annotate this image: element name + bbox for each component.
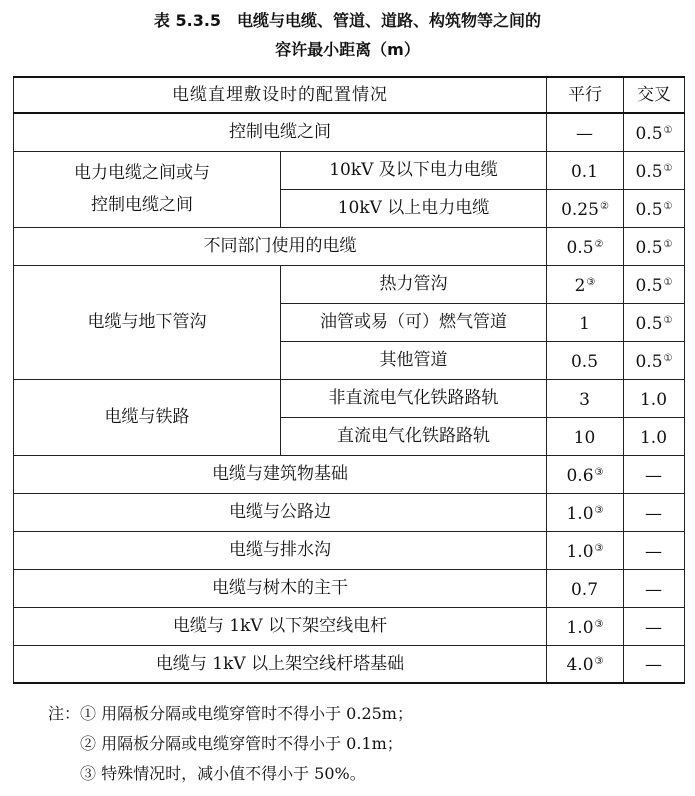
row-label: 控制电缆之间: [14, 113, 547, 151]
cell-cross: [624, 265, 685, 303]
cell-parallel: [547, 493, 624, 531]
cell-cross: [624, 151, 685, 189]
parallel-footnote: ③: [594, 504, 604, 516]
table-header-row: [14, 77, 685, 113]
row-label: 电缆与公路边: [14, 493, 547, 531]
parallel-value: 1: [579, 313, 590, 334]
cell-parallel: [547, 531, 624, 569]
table-row: [14, 455, 685, 493]
cell-cross: [624, 455, 685, 493]
cross-value: —: [645, 617, 662, 638]
cell-cross: [624, 569, 685, 607]
note-1: [48, 699, 413, 729]
table-row: [14, 493, 685, 531]
cell-parallel: [547, 113, 624, 151]
cell-parallel: [547, 341, 624, 379]
cell-parallel: [547, 455, 624, 493]
cross-value: 0.5: [635, 275, 663, 296]
table-row: [14, 379, 685, 417]
cross-value: —: [645, 579, 662, 600]
cross-footnote: ①: [663, 238, 673, 250]
parallel-value: 1.0: [566, 503, 594, 524]
table-row: [14, 151, 685, 189]
row-label: 其他管道: [281, 341, 547, 379]
parallel-value: 1.0: [566, 617, 594, 638]
table-row: [14, 227, 685, 265]
notes-label: 注：: [48, 704, 81, 723]
cell-cross: [624, 607, 685, 645]
cross-value: —: [645, 465, 662, 486]
parallel-value: 0.1: [570, 161, 599, 182]
cross-value: 1.0: [639, 389, 668, 410]
cross-footnote: ①: [663, 162, 673, 174]
cross-value: —: [645, 503, 662, 524]
parallel-value: 0.6: [566, 465, 594, 486]
cell-cross: [624, 417, 685, 455]
table-row: [14, 569, 685, 607]
cell-cross: [624, 493, 685, 531]
cell-parallel: [547, 569, 624, 607]
header-config: 电缆直埋敷设时的配置情况: [14, 77, 547, 113]
cell-parallel: [547, 379, 624, 417]
cross-value: —: [645, 541, 662, 562]
cell-parallel: [547, 151, 624, 189]
cell-parallel: [547, 303, 624, 341]
cross-value: 0.5: [635, 199, 663, 220]
row-label: 10kV 及以下电力电缆: [281, 151, 547, 189]
table-row: [14, 265, 685, 303]
parallel-value: 3: [579, 389, 590, 410]
note-2: ② 用隔板分隔或电缆穿管时不得小于 0.1m；: [80, 734, 403, 753]
group-label: 电缆与铁路: [14, 379, 281, 455]
cell-cross: [624, 189, 685, 227]
cross-footnote: ①: [663, 276, 673, 288]
parallel-footnote: ③: [594, 656, 604, 668]
parallel-value: 2: [574, 275, 586, 296]
note-3: ③ 特殊情况时，减小值不得小于 50%。: [80, 764, 366, 783]
row-label: 直流电气化铁路路轨: [281, 417, 547, 455]
note-1-text: ① 用隔板分隔或电缆穿管时不得小于 0.25m；: [80, 704, 413, 723]
parallel-value: 0.25: [561, 199, 599, 220]
table-row: [14, 113, 685, 151]
cell-parallel: [547, 645, 624, 683]
cell-parallel: [547, 417, 624, 455]
cell-cross: [624, 645, 685, 683]
parallel-value: 0.5: [570, 351, 599, 372]
cross-footnote: ①: [663, 124, 673, 136]
cell-parallel: [547, 265, 624, 303]
cell-cross: [624, 379, 685, 417]
row-label: 电缆与排水沟: [14, 531, 547, 569]
header-parallel: 平行: [547, 77, 624, 113]
parallel-value: 1.0: [566, 541, 594, 562]
group-label: 电缆与地下管沟: [14, 265, 281, 379]
row-label: 电缆与建筑物基础: [14, 455, 547, 493]
cross-value: 0.5: [635, 161, 663, 182]
parallel-footnote: ③: [594, 618, 604, 630]
parallel-value: 10: [573, 427, 596, 448]
header-cross: 交叉: [624, 77, 685, 113]
cell-cross: [624, 227, 685, 265]
parallel-footnote: ③: [586, 276, 596, 288]
parallel-footnote: ③: [594, 466, 604, 478]
cell-cross: [624, 531, 685, 569]
parallel-value: 4.0: [566, 655, 594, 676]
table-row: [14, 607, 685, 645]
cell-cross: [624, 341, 685, 379]
cross-value: 0.5: [635, 237, 663, 258]
cell-parallel: [547, 607, 624, 645]
cross-footnote: ①: [663, 200, 673, 212]
table-row: [14, 645, 685, 683]
cell-parallel: [547, 189, 624, 227]
row-label: 非直流电气化铁路路轨: [281, 379, 547, 417]
parallel-footnote: ②: [594, 238, 604, 250]
row-label: 10kV 以上电力电缆: [281, 189, 547, 227]
parallel-value: 0.5: [566, 237, 594, 258]
cross-footnote: ①: [663, 352, 673, 364]
distance-table: [13, 76, 685, 684]
cell-cross: [624, 303, 685, 341]
parallel-value: 0.7: [570, 579, 599, 600]
table-title-line1: 表 5.3.5 电缆与电缆、管道、道路、构筑物等之间的: [153, 11, 542, 30]
cell-cross: [624, 113, 685, 151]
cross-value: 0.5: [635, 123, 663, 144]
row-label: 油管或易（可）燃气管道: [281, 303, 547, 341]
row-label: 电缆与 1kV 以上架空线杆塔基础: [14, 645, 547, 683]
cross-footnote: ①: [663, 314, 673, 326]
row-label: 不同部门使用的电缆: [14, 227, 547, 265]
cross-value: —: [645, 655, 662, 676]
cross-value: 0.5: [635, 313, 663, 334]
row-label: 电缆与树木的主干: [14, 569, 547, 607]
table-title-line2: 容许最小距离（m）: [275, 40, 420, 59]
table-row: [14, 531, 685, 569]
row-label: 电缆与 1kV 以下架空线电杆: [14, 607, 547, 645]
cell-parallel: [547, 227, 624, 265]
group-label: 电力电缆之间或与控制电缆之间: [14, 151, 281, 227]
cross-value: 0.5: [635, 351, 663, 372]
parallel-value: —: [576, 123, 593, 144]
table-notes: [48, 699, 413, 789]
parallel-footnote: ③: [594, 542, 604, 554]
cross-value: 1.0: [639, 427, 668, 448]
parallel-footnote: ②: [599, 200, 609, 212]
row-label: 热力管沟: [281, 265, 547, 303]
